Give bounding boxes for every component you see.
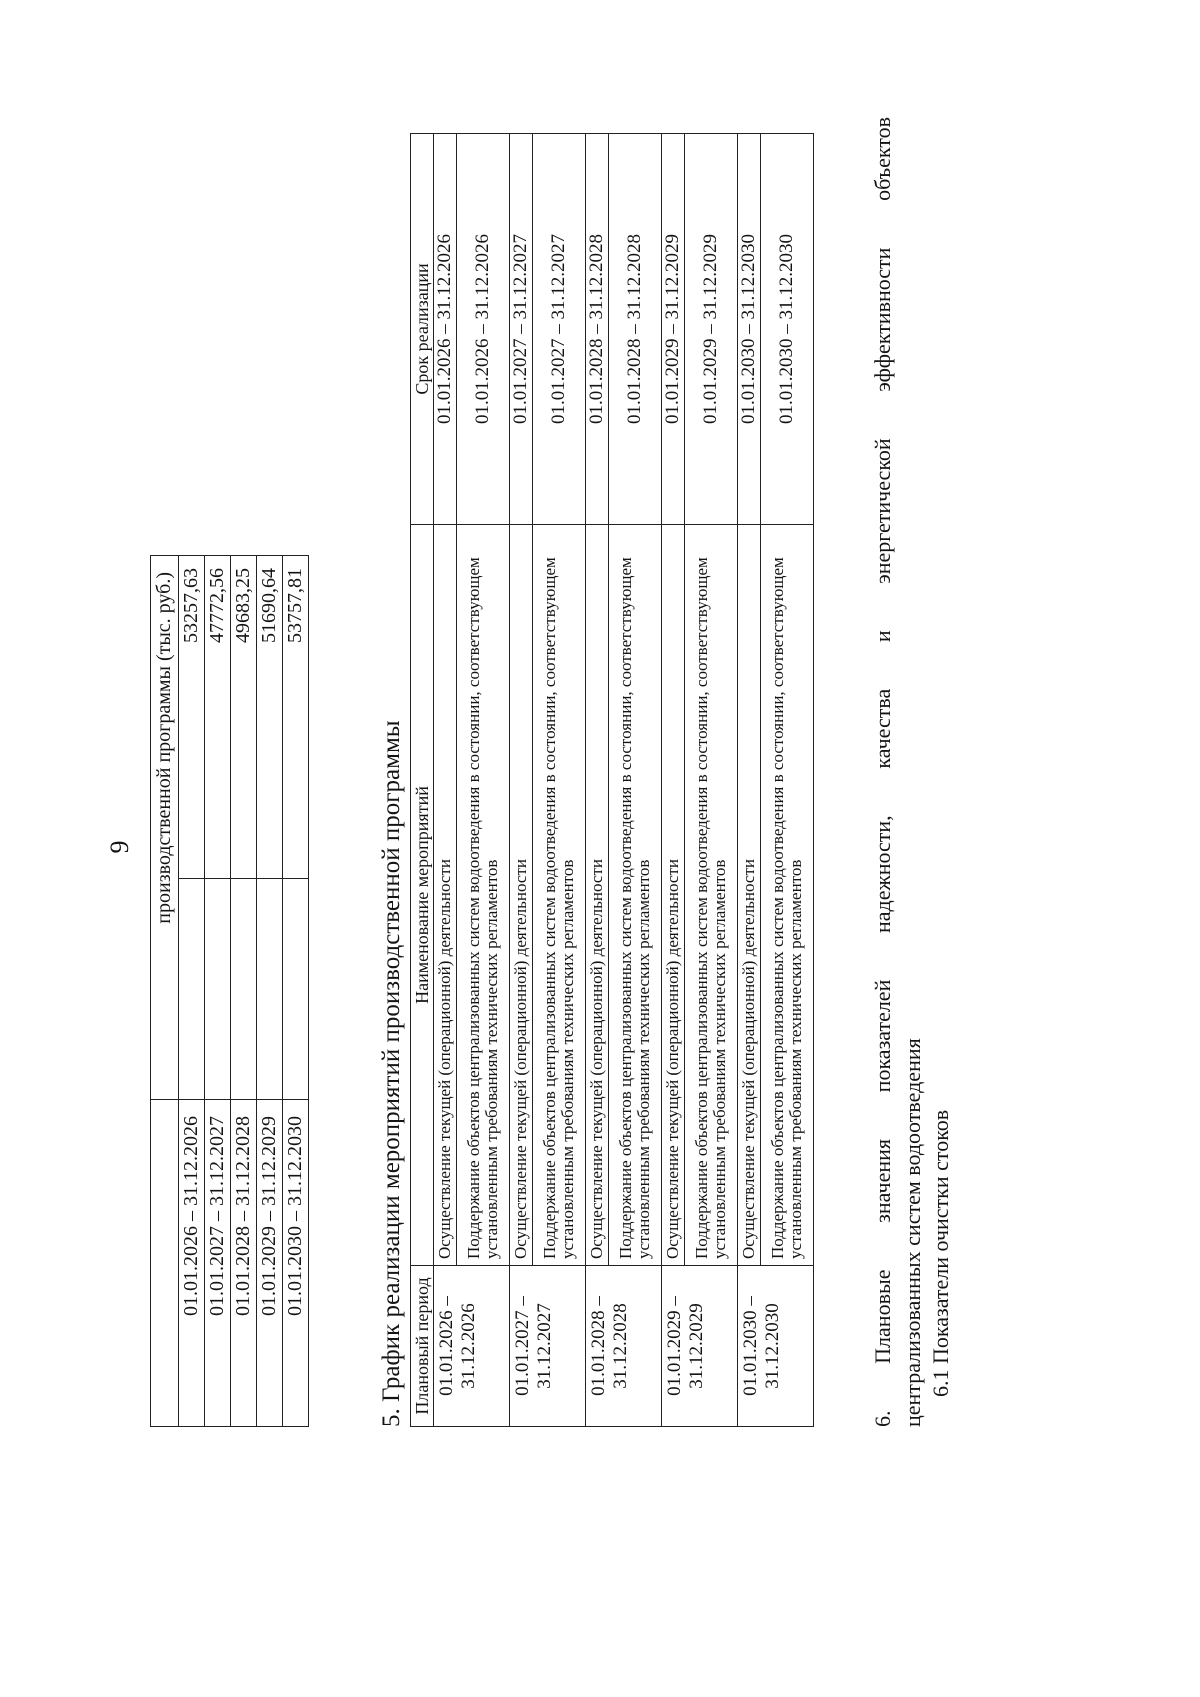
activity-name-cell: Осуществление текущей (операционной) деятельности bbox=[510, 525, 533, 1266]
page-number: 9 bbox=[105, 840, 134, 854]
continuation-table-header: производственной программы (тыс. руб.) bbox=[151, 556, 179, 1100]
table-cell bbox=[283, 879, 309, 1100]
table-row bbox=[434, 134, 457, 1427]
table-row bbox=[533, 134, 586, 1427]
period-cell: 01.01.2026 – 31.12.2026 bbox=[179, 1100, 205, 1427]
planned-period-cell: 01.01.2030 – 31.12.2030 bbox=[738, 1266, 814, 1427]
table-row bbox=[609, 134, 662, 1427]
table-row bbox=[283, 556, 309, 1427]
section6-heading: 6. Плановые значения показателей надежности, качества и энергетической эффективности объектов bbox=[870, 117, 895, 1427]
subsection-6-1-heading: 6.1 Показатели очистки стоков bbox=[928, 1109, 953, 1397]
table-row bbox=[257, 556, 283, 1427]
period-cell: 01.01.2029 – 31.12.2029 bbox=[257, 1100, 283, 1427]
schedule-table bbox=[410, 133, 814, 1427]
term-cell: 01.01.2027 – 31.12.2027 bbox=[510, 134, 533, 525]
section5-heading: 5. График реализации мероприятий производственной программы bbox=[378, 720, 405, 1427]
period-cell: 01.01.2028 – 31.12.2028 bbox=[231, 1100, 257, 1427]
amount-cell: 53757,81 bbox=[283, 556, 309, 879]
term-cell: 01.01.2027 – 31.12.2027 bbox=[533, 134, 586, 525]
activity-name-cell: Поддержание объектов централизованных систем водоотведения в состоянии, соответствующем установленным требованиям технических регламентов bbox=[761, 525, 814, 1266]
activity-name-cell: Поддержание объектов централизованных систем водоотведения в состоянии, соответствующем установленным требованиям технических регламентов bbox=[533, 525, 586, 1266]
table-cell bbox=[179, 879, 205, 1100]
continuation-table bbox=[150, 555, 309, 1427]
term-cell: 01.01.2028 – 31.12.2028 bbox=[586, 134, 609, 525]
term-cell: 01.01.2029 – 31.12.2029 bbox=[685, 134, 738, 525]
section6-heading-continuation: централизованных систем водоотведения bbox=[900, 1038, 925, 1427]
activity-name-cell: Осуществление текущей (операционной) деятельности bbox=[434, 525, 457, 1266]
amount-cell: 49683,25 bbox=[231, 556, 257, 879]
period-cell: 01.01.2027 – 31.12.2027 bbox=[205, 1100, 231, 1427]
column-header-name: Наименование мероприятий bbox=[411, 525, 434, 1266]
period-cell: 01.01.2030 – 31.12.2030 bbox=[283, 1100, 309, 1427]
table-row bbox=[457, 134, 510, 1427]
activity-name-cell: Поддержание объектов централизованных систем водоотведения в состоянии, соответствующем установленным требованиям технических регламентов bbox=[609, 525, 662, 1266]
activity-name-cell: Поддержание объектов централизованных систем водоотведения в состоянии, соответствующем установленным требованиям технических регламентов bbox=[457, 525, 510, 1266]
term-cell: 01.01.2030 – 31.12.2030 bbox=[738, 134, 761, 525]
table-cell bbox=[231, 879, 257, 1100]
term-cell: 01.01.2028 – 31.12.2028 bbox=[609, 134, 662, 525]
column-header-period: Плановый период bbox=[411, 1266, 434, 1427]
planned-period-cell: 01.01.2027 – 31.12.2027 bbox=[510, 1266, 586, 1427]
planned-period-cell: 01.01.2028 – 31.12.2028 bbox=[586, 1266, 662, 1427]
table-row bbox=[179, 556, 205, 1427]
term-cell: 01.01.2029 – 31.12.2029 bbox=[662, 134, 685, 525]
table-row bbox=[510, 134, 533, 1427]
planned-period-cell: 01.01.2026 – 31.12.2026 bbox=[434, 1266, 510, 1427]
table-row bbox=[738, 134, 761, 1427]
term-cell: 01.01.2026 – 31.12.2026 bbox=[457, 134, 510, 525]
table-row bbox=[231, 556, 257, 1427]
continuation-table-header-row bbox=[151, 556, 179, 1427]
table-row bbox=[761, 134, 814, 1427]
term-cell: 01.01.2026 – 31.12.2026 bbox=[434, 134, 457, 525]
table-row bbox=[205, 556, 231, 1427]
activity-name-cell: Поддержание объектов централизованных систем водоотведения в состоянии, соответствующем установленным требованиям технических регламентов bbox=[685, 525, 738, 1266]
activity-name-cell: Осуществление текущей (операционной) деятельности bbox=[662, 525, 685, 1266]
amount-cell: 53257,63 bbox=[179, 556, 205, 879]
table-row bbox=[685, 134, 738, 1427]
amount-cell: 47772,56 bbox=[205, 556, 231, 879]
table-cell bbox=[151, 1100, 179, 1427]
table-cell bbox=[205, 879, 231, 1100]
activity-name-cell: Осуществление текущей (операционной) деятельности bbox=[738, 525, 761, 1266]
activity-name-cell: Осуществление текущей (операционной) деятельности bbox=[586, 525, 609, 1266]
planned-period-cell: 01.01.2029 – 31.12.2029 bbox=[662, 1266, 738, 1427]
table-row bbox=[586, 134, 609, 1427]
table-cell bbox=[257, 879, 283, 1100]
column-header-term: Срок реализации bbox=[411, 134, 434, 525]
table-row bbox=[662, 134, 685, 1427]
amount-cell: 51690,64 bbox=[257, 556, 283, 879]
schedule-header-row bbox=[411, 134, 434, 1427]
term-cell: 01.01.2030 – 31.12.2030 bbox=[761, 134, 814, 525]
